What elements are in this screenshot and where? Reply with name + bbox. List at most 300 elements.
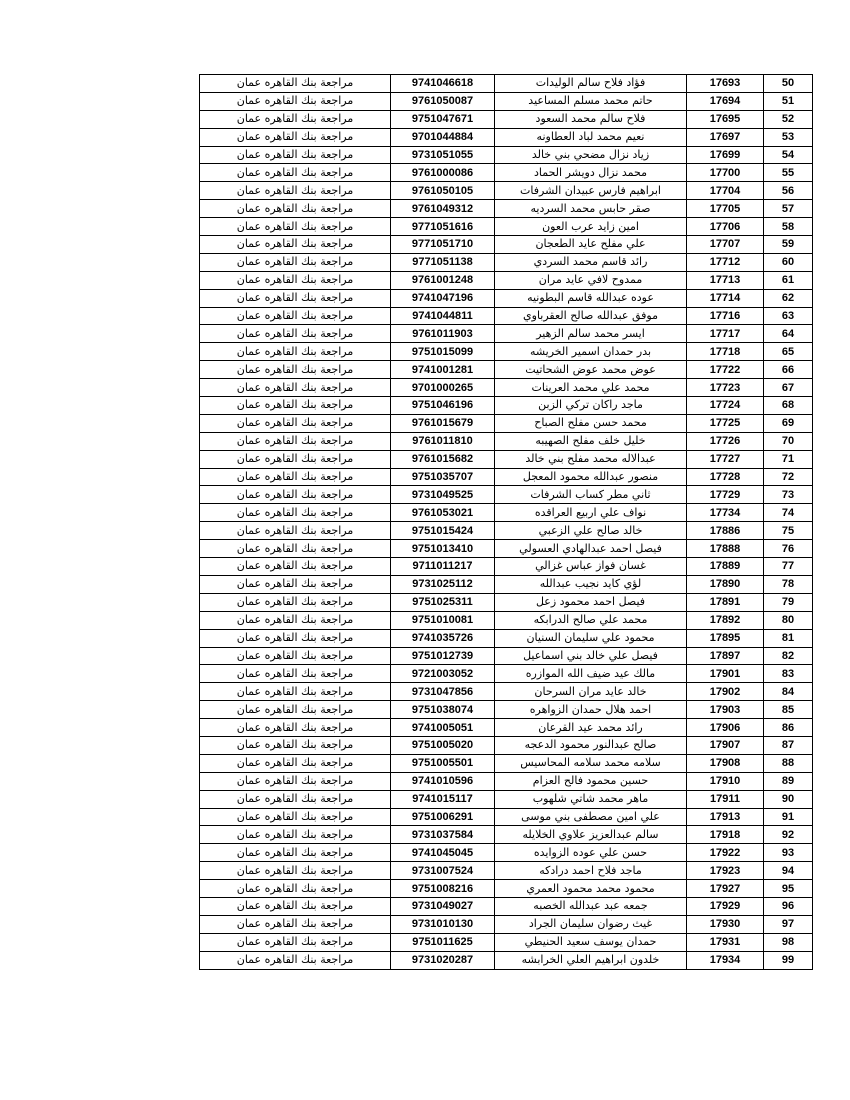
- table-row: [200, 218, 813, 236]
- sequence-number-cell: 60: [764, 253, 813, 271]
- note-cell: مراجعة بنك القاهره عمان: [200, 92, 391, 110]
- full-name-cell: غيث رضوان سليمان الجراد: [495, 915, 687, 933]
- full-name-cell: مالك عيد ضيف الله الموازره: [495, 665, 687, 683]
- record-id-cell: 17903: [687, 701, 764, 719]
- note-cell: مراجعة بنك القاهره عمان: [200, 236, 391, 254]
- record-id-cell: 17716: [687, 307, 764, 325]
- national-number-cell: 9741010596: [391, 772, 495, 790]
- table-row: [200, 593, 813, 611]
- national-number-cell: 9761011810: [391, 432, 495, 450]
- sequence-number-cell: 73: [764, 486, 813, 504]
- note-cell: مراجعة بنك القاهره عمان: [200, 772, 391, 790]
- national-number-cell: 9761049312: [391, 200, 495, 218]
- table-row: [200, 504, 813, 522]
- table-row: [200, 754, 813, 772]
- table-row: [200, 146, 813, 164]
- record-id-cell: 17891: [687, 593, 764, 611]
- full-name-cell: جمعه عبد عبدالله الخصبه: [495, 897, 687, 915]
- full-name-cell: ثاني مطر كساب الشرفات: [495, 486, 687, 504]
- table-row: [200, 289, 813, 307]
- note-cell: مراجعة بنك القاهره عمان: [200, 397, 391, 415]
- record-id-cell: 17714: [687, 289, 764, 307]
- note-cell: مراجعة بنك القاهره عمان: [200, 361, 391, 379]
- note-cell: مراجعة بنك القاهره عمان: [200, 575, 391, 593]
- table-row: [200, 468, 813, 486]
- record-id-cell: 17895: [687, 629, 764, 647]
- sequence-number-cell: 87: [764, 736, 813, 754]
- record-id-cell: 17695: [687, 110, 764, 128]
- national-number-cell: 9731051055: [391, 146, 495, 164]
- national-number-cell: 9761015682: [391, 450, 495, 468]
- record-id-cell: 17717: [687, 325, 764, 343]
- national-number-cell: 9751035707: [391, 468, 495, 486]
- record-id-cell: 17888: [687, 540, 764, 558]
- record-id-cell: 17911: [687, 790, 764, 808]
- sequence-number-cell: 92: [764, 826, 813, 844]
- table-row: [200, 110, 813, 128]
- sequence-number-cell: 61: [764, 271, 813, 289]
- full-name-cell: صالح عبدالنور محمود الدعجه: [495, 736, 687, 754]
- record-id-cell: 17700: [687, 164, 764, 182]
- national-number-cell: 9761011903: [391, 325, 495, 343]
- national-number-cell: 9751015099: [391, 343, 495, 361]
- full-name-cell: فيصل احمد محمود زعل: [495, 593, 687, 611]
- national-number-cell: 9751025311: [391, 593, 495, 611]
- full-name-cell: عوض محمد عوض الشحاتيت: [495, 361, 687, 379]
- full-name-cell: ماجد فلاح احمد درادكه: [495, 862, 687, 880]
- note-cell: مراجعة بنك القاهره عمان: [200, 343, 391, 361]
- national-number-cell: 9751008216: [391, 880, 495, 898]
- record-id-cell: 17902: [687, 683, 764, 701]
- sequence-number-cell: 76: [764, 540, 813, 558]
- national-number-cell: 9751015424: [391, 522, 495, 540]
- full-name-cell: ممدوح لافي عايد مران: [495, 271, 687, 289]
- national-number-cell: 9771051616: [391, 218, 495, 236]
- national-number-cell: 9741001281: [391, 361, 495, 379]
- record-id-cell: 17704: [687, 182, 764, 200]
- table-row: [200, 808, 813, 826]
- full-name-cell: ماجد راكان تركي الزبن: [495, 397, 687, 415]
- note-cell: مراجعة بنك القاهره عمان: [200, 128, 391, 146]
- note-cell: مراجعة بنك القاهره عمان: [200, 808, 391, 826]
- record-id-cell: 17897: [687, 647, 764, 665]
- table-row: [200, 772, 813, 790]
- table-row: [200, 683, 813, 701]
- record-id-cell: 17713: [687, 271, 764, 289]
- sequence-number-cell: 93: [764, 844, 813, 862]
- national-number-cell: 9771051710: [391, 236, 495, 254]
- full-name-cell: لؤي كايد نجيب عبدالله: [495, 575, 687, 593]
- national-number-cell: 9701044884: [391, 128, 495, 146]
- full-name-cell: زياد نزال مضحي بني خالد: [495, 146, 687, 164]
- table-row: [200, 719, 813, 737]
- table-row: [200, 575, 813, 593]
- sequence-number-cell: 89: [764, 772, 813, 790]
- sequence-number-cell: 58: [764, 218, 813, 236]
- sequence-number-cell: 88: [764, 754, 813, 772]
- table-row: [200, 164, 813, 182]
- national-number-cell: 9751046196: [391, 397, 495, 415]
- note-cell: مراجعة بنك القاهره عمان: [200, 880, 391, 898]
- table-row: [200, 75, 813, 93]
- national-number-cell: 9741046618: [391, 75, 495, 93]
- table-row: [200, 253, 813, 271]
- sequence-number-cell: 80: [764, 611, 813, 629]
- full-name-cell: خلدون ابراهيم العلي الخرابشه: [495, 951, 687, 969]
- national-number-cell: 9741045045: [391, 844, 495, 862]
- full-name-cell: احمد هلال حمدان الزواهره: [495, 701, 687, 719]
- record-id-cell: 17918: [687, 826, 764, 844]
- national-number-cell: 9751006291: [391, 808, 495, 826]
- table-row: [200, 826, 813, 844]
- full-name-cell: عبدالاله محمد مفلح بني خالد: [495, 450, 687, 468]
- record-id-cell: 17906: [687, 719, 764, 737]
- sequence-number-cell: 67: [764, 379, 813, 397]
- note-cell: مراجعة بنك القاهره عمان: [200, 897, 391, 915]
- record-id-cell: 17723: [687, 379, 764, 397]
- record-id-cell: 17931: [687, 933, 764, 951]
- table-row: [200, 629, 813, 647]
- sequence-number-cell: 96: [764, 897, 813, 915]
- full-name-cell: حمدان يوسف سعيد الحنيطي: [495, 933, 687, 951]
- full-name-cell: ايسر محمد سالم الزهير: [495, 325, 687, 343]
- sequence-number-cell: 90: [764, 790, 813, 808]
- record-id-cell: 17699: [687, 146, 764, 164]
- roster-table: [199, 74, 813, 970]
- sequence-number-cell: 81: [764, 629, 813, 647]
- record-id-cell: 17705: [687, 200, 764, 218]
- note-cell: مراجعة بنك القاهره عمان: [200, 271, 391, 289]
- national-number-cell: 9741035726: [391, 629, 495, 647]
- full-name-cell: خالد عايد مران السرحان: [495, 683, 687, 701]
- note-cell: مراجعة بنك القاهره عمان: [200, 146, 391, 164]
- national-number-cell: 9741044811: [391, 307, 495, 325]
- note-cell: مراجعة بنك القاهره عمان: [200, 844, 391, 862]
- table-row: [200, 522, 813, 540]
- note-cell: مراجعة بنك القاهره عمان: [200, 611, 391, 629]
- table-row: [200, 432, 813, 450]
- record-id-cell: 17712: [687, 253, 764, 271]
- full-name-cell: سالم عبدالعزيز علاوي الخلايله: [495, 826, 687, 844]
- note-cell: مراجعة بنك القاهره عمان: [200, 915, 391, 933]
- national-number-cell: 9751013410: [391, 540, 495, 558]
- record-id-cell: 17910: [687, 772, 764, 790]
- full-name-cell: فيصل علي خالد بني اسماعيل: [495, 647, 687, 665]
- full-name-cell: حسين محمود فالح العزام: [495, 772, 687, 790]
- full-name-cell: ابراهيم فارس عبيدان الشرفات: [495, 182, 687, 200]
- sequence-number-cell: 54: [764, 146, 813, 164]
- sequence-number-cell: 77: [764, 558, 813, 576]
- full-name-cell: نواف علي اربيع العراقده: [495, 504, 687, 522]
- record-id-cell: 17901: [687, 665, 764, 683]
- table-row: [200, 558, 813, 576]
- national-number-cell: 9731049027: [391, 897, 495, 915]
- table-row: [200, 414, 813, 432]
- record-id-cell: 17718: [687, 343, 764, 361]
- note-cell: مراجعة بنك القاهره عمان: [200, 719, 391, 737]
- note-cell: مراجعة بنك القاهره عمان: [200, 683, 391, 701]
- record-id-cell: 17726: [687, 432, 764, 450]
- sequence-number-cell: 97: [764, 915, 813, 933]
- full-name-cell: محمد نزال دويشر الحماد: [495, 164, 687, 182]
- sequence-number-cell: 59: [764, 236, 813, 254]
- note-cell: مراجعة بنك القاهره عمان: [200, 790, 391, 808]
- national-number-cell: 9711011217: [391, 558, 495, 576]
- note-cell: مراجعة بنك القاهره عمان: [200, 110, 391, 128]
- national-number-cell: 9701000265: [391, 379, 495, 397]
- record-id-cell: 17727: [687, 450, 764, 468]
- full-name-cell: فلاح سالم محمد السعود: [495, 110, 687, 128]
- national-number-cell: 9731020287: [391, 951, 495, 969]
- national-number-cell: 9761001248: [391, 271, 495, 289]
- note-cell: مراجعة بنك القاهره عمان: [200, 933, 391, 951]
- full-name-cell: فؤاد فلاح سالم الوليدات: [495, 75, 687, 93]
- table-row: [200, 790, 813, 808]
- roster-body: [200, 75, 813, 970]
- note-cell: مراجعة بنك القاهره عمان: [200, 307, 391, 325]
- national-number-cell: 9731010130: [391, 915, 495, 933]
- full-name-cell: خليل خلف مفلح الصهيبه: [495, 432, 687, 450]
- note-cell: مراجعة بنك القاهره عمان: [200, 379, 391, 397]
- record-id-cell: 17724: [687, 397, 764, 415]
- note-cell: مراجعة بنك القاهره عمان: [200, 558, 391, 576]
- note-cell: مراجعة بنك القاهره عمان: [200, 629, 391, 647]
- note-cell: مراجعة بنك القاهره عمان: [200, 432, 391, 450]
- table-row: [200, 486, 813, 504]
- full-name-cell: عوده عبدالله قاسم البطونيه: [495, 289, 687, 307]
- record-id-cell: 17892: [687, 611, 764, 629]
- note-cell: مراجعة بنك القاهره عمان: [200, 862, 391, 880]
- table-row: [200, 611, 813, 629]
- sequence-number-cell: 64: [764, 325, 813, 343]
- full-name-cell: محمود علي سليمان السنيان: [495, 629, 687, 647]
- national-number-cell: 9761015679: [391, 414, 495, 432]
- full-name-cell: بدر حمدان اسمير الخريشه: [495, 343, 687, 361]
- note-cell: مراجعة بنك القاهره عمان: [200, 253, 391, 271]
- full-name-cell: غسان فواز عباس غزالي: [495, 558, 687, 576]
- note-cell: مراجعة بنك القاهره عمان: [200, 826, 391, 844]
- sequence-number-cell: 85: [764, 701, 813, 719]
- sequence-number-cell: 51: [764, 92, 813, 110]
- table-row: [200, 397, 813, 415]
- record-id-cell: 17729: [687, 486, 764, 504]
- record-id-cell: 17927: [687, 880, 764, 898]
- note-cell: مراجعة بنك القاهره عمان: [200, 754, 391, 772]
- national-number-cell: 9771051138: [391, 253, 495, 271]
- table-row: [200, 880, 813, 898]
- sequence-number-cell: 99: [764, 951, 813, 969]
- sequence-number-cell: 83: [764, 665, 813, 683]
- national-number-cell: 9751011625: [391, 933, 495, 951]
- table-row: [200, 897, 813, 915]
- sequence-number-cell: 57: [764, 200, 813, 218]
- table-row: [200, 647, 813, 665]
- note-cell: مراجعة بنك القاهره عمان: [200, 468, 391, 486]
- sequence-number-cell: 98: [764, 933, 813, 951]
- note-cell: مراجعة بنك القاهره عمان: [200, 218, 391, 236]
- sequence-number-cell: 84: [764, 683, 813, 701]
- record-id-cell: 17934: [687, 951, 764, 969]
- national-number-cell: 9751047671: [391, 110, 495, 128]
- record-id-cell: 17706: [687, 218, 764, 236]
- table-row: [200, 862, 813, 880]
- sequence-number-cell: 95: [764, 880, 813, 898]
- table-row: [200, 951, 813, 969]
- record-id-cell: 17930: [687, 915, 764, 933]
- sequence-number-cell: 52: [764, 110, 813, 128]
- sequence-number-cell: 55: [764, 164, 813, 182]
- full-name-cell: محمود محمد محمود العمري: [495, 880, 687, 898]
- full-name-cell: سلامه محمد سلامه المحاسيس: [495, 754, 687, 772]
- record-id-cell: 17929: [687, 897, 764, 915]
- full-name-cell: منصور عبدالله محمود المعجل: [495, 468, 687, 486]
- sequence-number-cell: 71: [764, 450, 813, 468]
- national-number-cell: 9761050105: [391, 182, 495, 200]
- full-name-cell: حاتم محمد مسلم المساعيد: [495, 92, 687, 110]
- sequence-number-cell: 94: [764, 862, 813, 880]
- national-number-cell: 9731025112: [391, 575, 495, 593]
- sequence-number-cell: 50: [764, 75, 813, 93]
- table-row: [200, 343, 813, 361]
- table-row: [200, 92, 813, 110]
- note-cell: مراجعة بنك القاهره عمان: [200, 540, 391, 558]
- full-name-cell: علي امين مصطفى بني موسى: [495, 808, 687, 826]
- note-cell: مراجعة بنك القاهره عمان: [200, 182, 391, 200]
- sequence-number-cell: 53: [764, 128, 813, 146]
- full-name-cell: ماهر محمد شاتي شلهوب: [495, 790, 687, 808]
- table-row: [200, 361, 813, 379]
- table-row: [200, 933, 813, 951]
- note-cell: مراجعة بنك القاهره عمان: [200, 200, 391, 218]
- national-number-cell: 9731037584: [391, 826, 495, 844]
- record-id-cell: 17722: [687, 361, 764, 379]
- note-cell: مراجعة بنك القاهره عمان: [200, 289, 391, 307]
- table-row: [200, 736, 813, 754]
- table-row: [200, 450, 813, 468]
- sequence-number-cell: 68: [764, 397, 813, 415]
- national-number-cell: 9721003052: [391, 665, 495, 683]
- record-id-cell: 17923: [687, 862, 764, 880]
- note-cell: مراجعة بنك القاهره عمان: [200, 665, 391, 683]
- table-row: [200, 200, 813, 218]
- full-name-cell: خالد صالح علي الزعبي: [495, 522, 687, 540]
- record-id-cell: 17694: [687, 92, 764, 110]
- note-cell: مراجعة بنك القاهره عمان: [200, 701, 391, 719]
- note-cell: مراجعة بنك القاهره عمان: [200, 414, 391, 432]
- full-name-cell: صقر حابس محمد السرديه: [495, 200, 687, 218]
- record-id-cell: 17693: [687, 75, 764, 93]
- table-row: [200, 182, 813, 200]
- note-cell: مراجعة بنك القاهره عمان: [200, 504, 391, 522]
- record-id-cell: 17734: [687, 504, 764, 522]
- sequence-number-cell: 78: [764, 575, 813, 593]
- national-number-cell: 9731007524: [391, 862, 495, 880]
- table-row: [200, 379, 813, 397]
- sequence-number-cell: 65: [764, 343, 813, 361]
- national-number-cell: 9751010081: [391, 611, 495, 629]
- full-name-cell: حسن علي عوده الزوايده: [495, 844, 687, 862]
- national-number-cell: 9741047196: [391, 289, 495, 307]
- sequence-number-cell: 86: [764, 719, 813, 737]
- note-cell: مراجعة بنك القاهره عمان: [200, 736, 391, 754]
- record-id-cell: 17728: [687, 468, 764, 486]
- note-cell: مراجعة بنك القاهره عمان: [200, 647, 391, 665]
- national-number-cell: 9751038074: [391, 701, 495, 719]
- record-id-cell: 17913: [687, 808, 764, 826]
- sequence-number-cell: 82: [764, 647, 813, 665]
- national-number-cell: 9761053021: [391, 504, 495, 522]
- note-cell: مراجعة بنك القاهره عمان: [200, 164, 391, 182]
- table-row: [200, 307, 813, 325]
- record-id-cell: 17707: [687, 236, 764, 254]
- national-number-cell: 9751005020: [391, 736, 495, 754]
- national-number-cell: 9731047856: [391, 683, 495, 701]
- table-row: [200, 236, 813, 254]
- sequence-number-cell: 70: [764, 432, 813, 450]
- table-row: [200, 325, 813, 343]
- full-name-cell: محمد علي محمد العرينات: [495, 379, 687, 397]
- table-row: [200, 271, 813, 289]
- table-row: [200, 844, 813, 862]
- full-name-cell: نعيم محمد لباد العطاونه: [495, 128, 687, 146]
- sequence-number-cell: 91: [764, 808, 813, 826]
- table-row: [200, 665, 813, 683]
- national-number-cell: 9731049525: [391, 486, 495, 504]
- sequence-number-cell: 63: [764, 307, 813, 325]
- note-cell: مراجعة بنك القاهره عمان: [200, 951, 391, 969]
- table-row: [200, 128, 813, 146]
- full-name-cell: امين زايد عرب العون: [495, 218, 687, 236]
- record-id-cell: 17889: [687, 558, 764, 576]
- note-cell: مراجعة بنك القاهره عمان: [200, 522, 391, 540]
- record-id-cell: 17697: [687, 128, 764, 146]
- national-number-cell: 9761000086: [391, 164, 495, 182]
- sequence-number-cell: 66: [764, 361, 813, 379]
- note-cell: مراجعة بنك القاهره عمان: [200, 325, 391, 343]
- record-id-cell: 17922: [687, 844, 764, 862]
- table-row: [200, 540, 813, 558]
- record-id-cell: 17890: [687, 575, 764, 593]
- national-number-cell: 9751005501: [391, 754, 495, 772]
- sequence-number-cell: 69: [764, 414, 813, 432]
- note-cell: مراجعة بنك القاهره عمان: [200, 450, 391, 468]
- national-number-cell: 9741005051: [391, 719, 495, 737]
- sequence-number-cell: 74: [764, 504, 813, 522]
- full-name-cell: محمد حسن مفلح الصباح: [495, 414, 687, 432]
- record-id-cell: 17886: [687, 522, 764, 540]
- national-number-cell: 9761050087: [391, 92, 495, 110]
- sequence-number-cell: 75: [764, 522, 813, 540]
- full-name-cell: رائد قاسم محمد السردي: [495, 253, 687, 271]
- record-id-cell: 17725: [687, 414, 764, 432]
- sequence-number-cell: 56: [764, 182, 813, 200]
- record-id-cell: 17907: [687, 736, 764, 754]
- national-number-cell: 9741015117: [391, 790, 495, 808]
- full-name-cell: محمد علي صالح الدرابكه: [495, 611, 687, 629]
- sequence-number-cell: 72: [764, 468, 813, 486]
- table-row: [200, 701, 813, 719]
- national-number-cell: 9751012739: [391, 647, 495, 665]
- sequence-number-cell: 62: [764, 289, 813, 307]
- full-name-cell: موفق عبدالله صالح العقرباوي: [495, 307, 687, 325]
- record-id-cell: 17908: [687, 754, 764, 772]
- full-name-cell: رائد محمد عيد القرعان: [495, 719, 687, 737]
- note-cell: مراجعة بنك القاهره عمان: [200, 486, 391, 504]
- note-cell: مراجعة بنك القاهره عمان: [200, 75, 391, 93]
- note-cell: مراجعة بنك القاهره عمان: [200, 593, 391, 611]
- full-name-cell: فيصل احمد عبدالهادي العسولي: [495, 540, 687, 558]
- table-row: [200, 915, 813, 933]
